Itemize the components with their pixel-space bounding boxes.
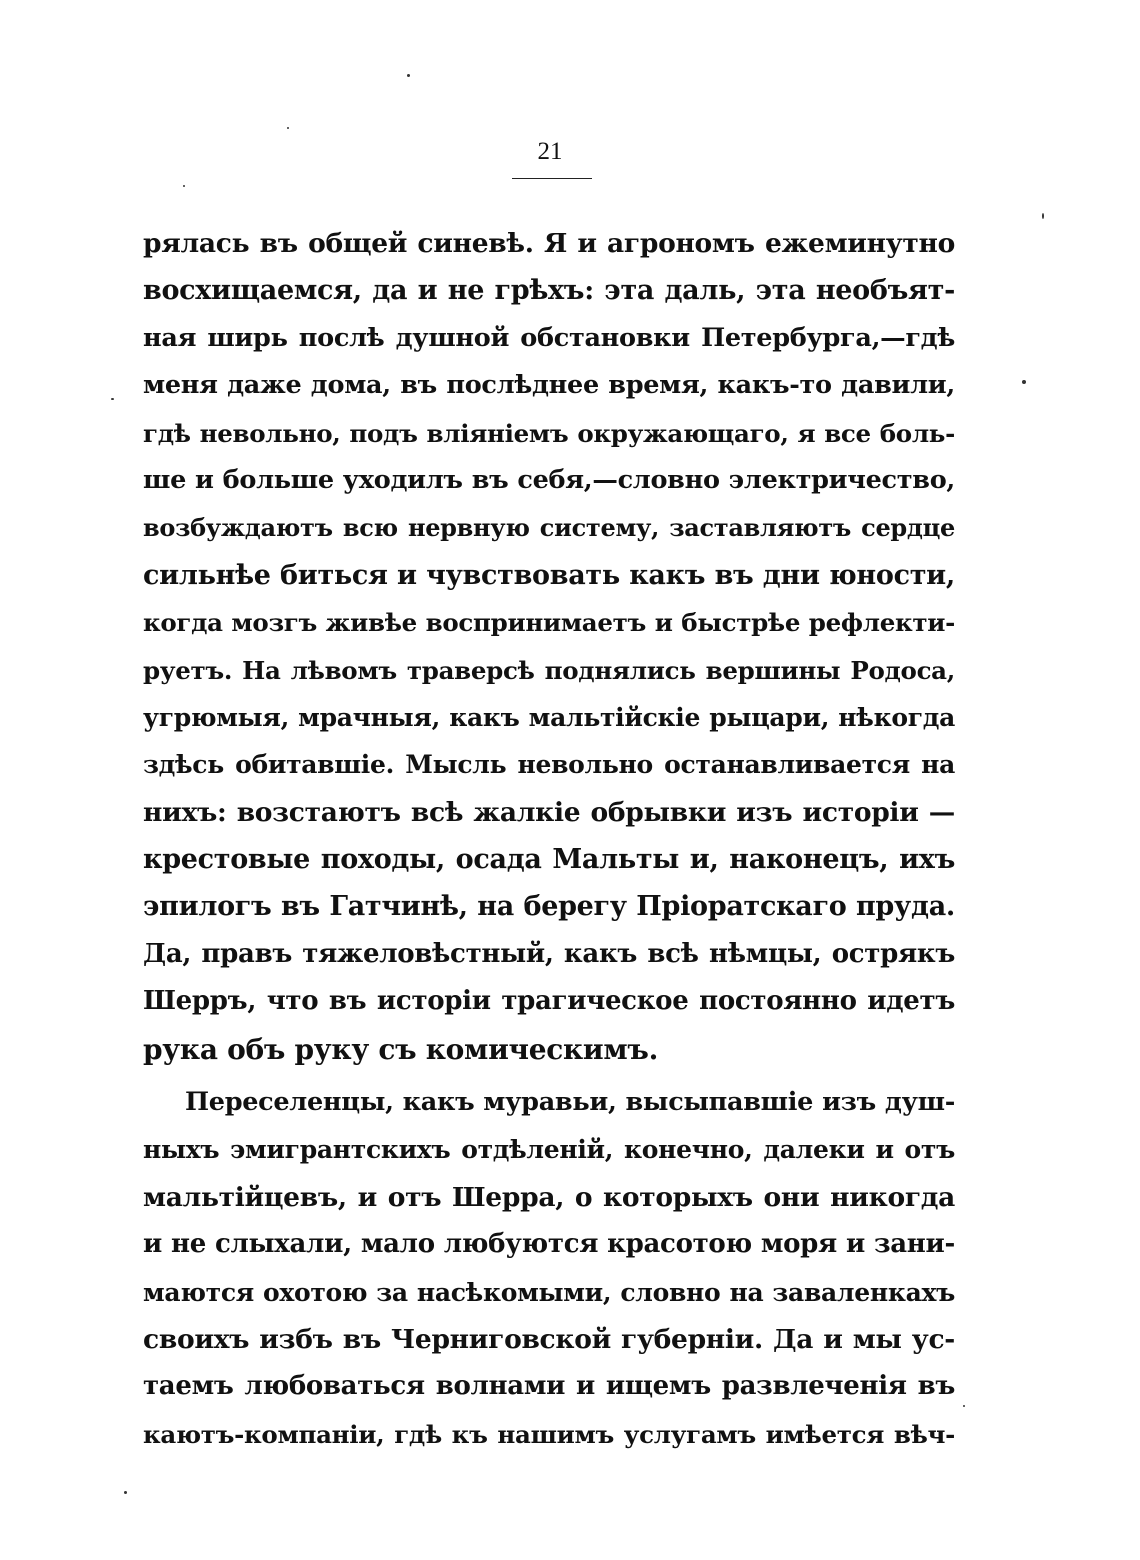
paragraph — [143, 1079, 955, 1458]
text-line: ше и больше уходилъ въ себя,—словно электричество, — [143, 464, 955, 495]
text-line: ная ширь послѣ душной обстановки Петербурга,—гдѣ — [143, 322, 955, 353]
scan-speck — [287, 127, 289, 129]
body-text — [143, 220, 955, 1458]
text-line: мальтійцевъ, и отъ Шерра, о которыхъ они никогда — [143, 1181, 955, 1213]
text-line: и не слыхали, мало любуются красотою моря и зани- — [143, 1229, 955, 1260]
text-line: своихъ избъ въ Черниговской губерніи. Да и мы ус- — [143, 1323, 955, 1355]
scan-speck — [407, 74, 410, 77]
text-line: Шерръ, что въ исторіи трагическое постоянно идетъ — [143, 986, 955, 1017]
text-line: ныхъ эмигрантскихъ отдѣленій, конечно, далеки и отъ — [143, 1135, 955, 1165]
text-line: восхищаемся, да и не грѣхъ: эта даль, эта необъят- — [143, 275, 955, 307]
text-line: возбуждаютъ всю нервную систему, заставляютъ сердце — [143, 513, 955, 543]
text-line: руетъ. На лѣвомъ траверсѣ поднялись вершины Родоса, — [143, 655, 955, 685]
text-line: когда мозгъ живѣе воспринимаетъ и быстрѣе рефлекти- — [143, 608, 955, 638]
text-line: эпилогъ въ Гатчинѣ, на берегу Пріоратскаго пруда. — [143, 891, 955, 923]
scan-speck — [963, 1405, 965, 1407]
scan-speck — [124, 1491, 127, 1494]
page-number: 21 — [537, 138, 563, 165]
text-line: крестовые походы, осада Мальты и, наконецъ, ихъ — [143, 844, 955, 876]
header-rule — [512, 178, 592, 179]
text-line: меня даже дома, въ послѣднее время, какъ-то давили, — [143, 370, 955, 401]
text-line: таемъ любоваться волнами и ищемъ развлеченія въ — [143, 1371, 955, 1402]
text-line: Да, правъ тяжеловѣстный, какъ всѣ нѣмцы, острякъ — [143, 938, 955, 969]
paragraph — [143, 220, 955, 1073]
scan-speck — [111, 398, 114, 400]
scan-speck — [1042, 213, 1044, 219]
text-line: гдѣ невольно, подъ вліяніемъ окружающаго, я все боль- — [143, 418, 955, 448]
text-line: маются охотою за насѣкомыми, словно на заваленкахъ — [143, 1277, 955, 1307]
text-line: Переселенцы, какъ муравьи, высыпавшіе изъ душ- — [185, 1087, 955, 1118]
text-line: рука объ руку съ комическимъ. — [143, 1032, 659, 1066]
text-line: здѣсь обитавшіе. Мысль невольно останавливается на — [143, 750, 955, 780]
text-line: сильнѣе биться и чувствовать какъ въ дни юности, — [143, 559, 955, 591]
text-line: каютъ-компаніи, гдѣ къ нашимъ услугамъ имѣется вѣч- — [143, 1419, 955, 1449]
text-line: угрюмыя, мрачныя, какъ мальтійскіе рыцари, нѣкогда — [143, 702, 955, 732]
scan-speck — [1022, 380, 1026, 384]
scan-speck — [183, 185, 185, 187]
text-line: рялась въ общей синевѣ. Я и агрономъ ежеминутно — [143, 228, 955, 259]
text-line: нихъ: возстаютъ всѣ жалкіе обрывки изъ исторіи — — [143, 796, 955, 828]
